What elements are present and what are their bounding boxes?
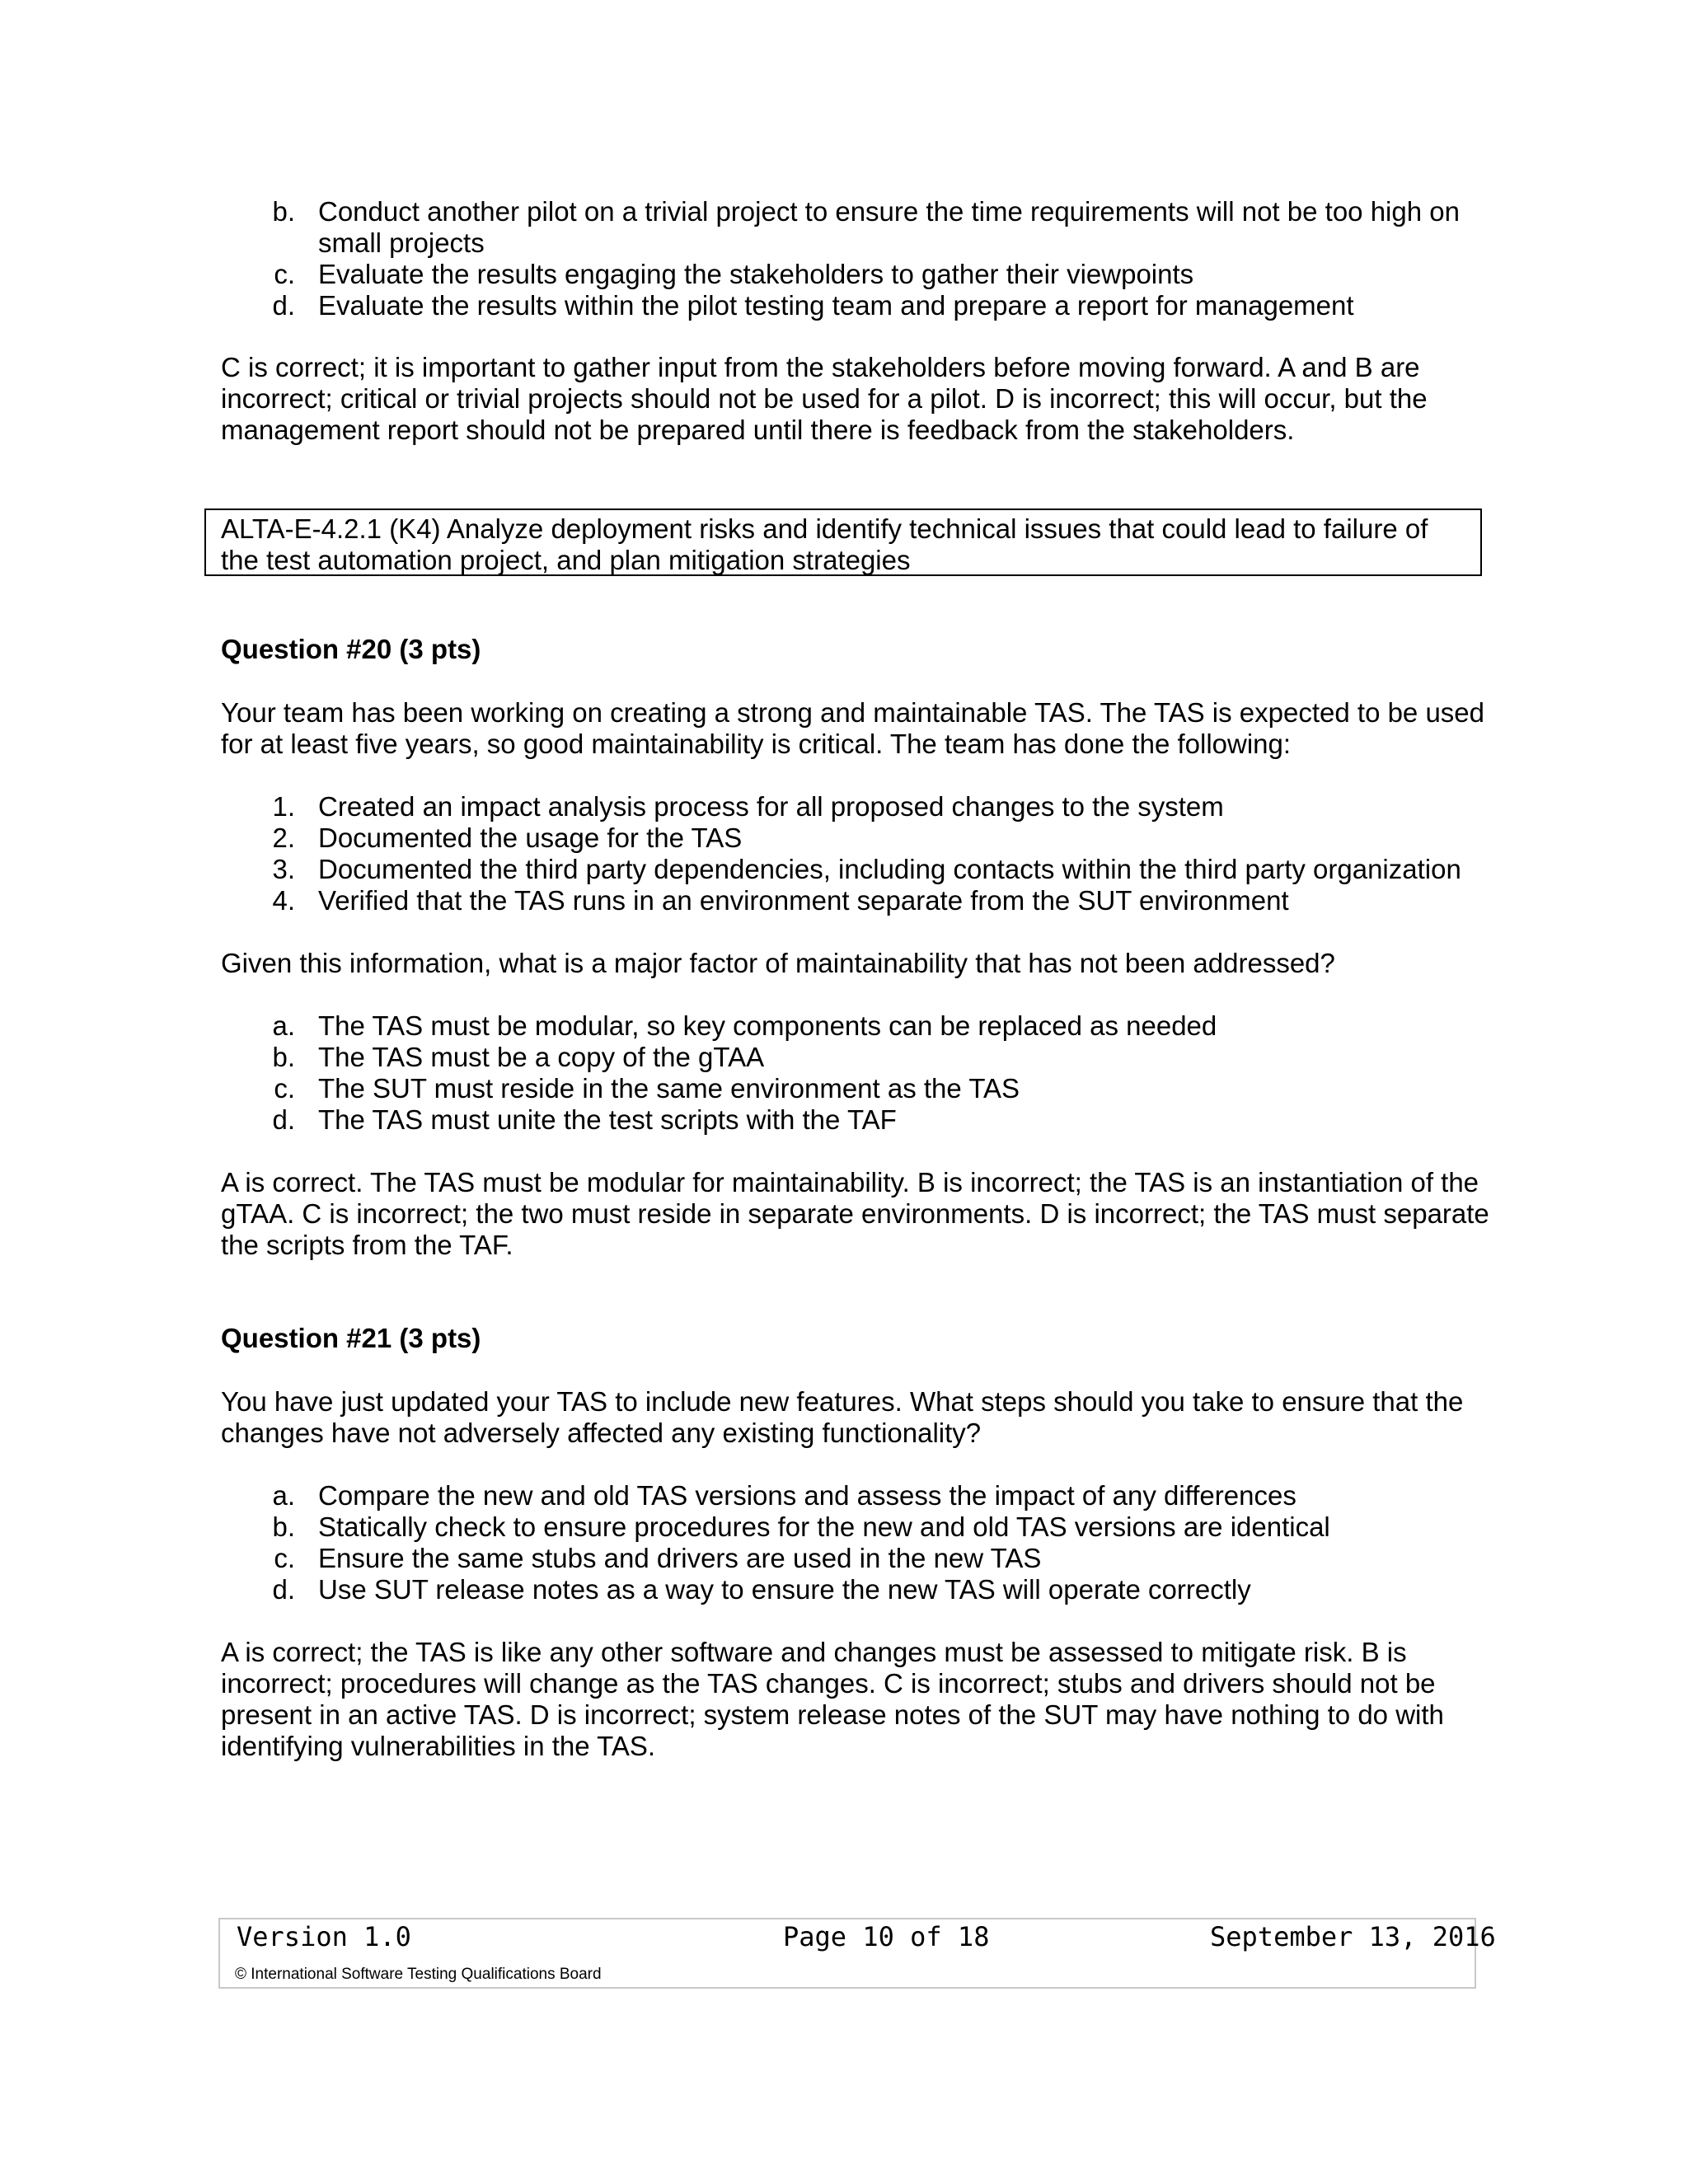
option-letter: b.: [272, 1511, 295, 1542]
question-20-steps: [221, 791, 1490, 916]
prev-question-answer: C is correct; it is important to gather input from the stakeholders before moving forward. A and B are incorrect; critical or trivial projects should not be used for a pilot. D is incorrect; this will occur, but the management report should not be prepared until there is feedback from the stakeholders.: [221, 352, 1428, 445]
learning-objective-text: ALTA-E-4.2.1 (K4) Analyze deployment risks and identify technical issues that could lead to failure of the test automation project, and plan mitigation strategies: [221, 513, 1428, 575]
option-b: [221, 1511, 1490, 1543]
step-number: 3.: [272, 854, 295, 884]
step-text: Created an impact analysis process for all proposed changes to the system: [318, 791, 1224, 822]
option-d: [221, 290, 1490, 321]
question-20-intro: Your team has been working on creating a strong and maintainable TAS. The TAS is expected to be used for at least five years, so good maintainability is critical. The team has done the following:: [221, 697, 1485, 759]
footer-copyright: © International Software Testing Qualifications Board: [235, 1966, 602, 1983]
option-d: [221, 1574, 1490, 1605]
option-letter: a.: [272, 1480, 295, 1511]
step-text: Documented the usage for the TAS: [318, 823, 743, 853]
option-letter: a.: [272, 1010, 295, 1041]
option-text: The SUT must reside in the same environment as the TAS: [318, 1073, 1020, 1104]
option-text: The TAS must unite the test scripts with the TAF: [318, 1104, 897, 1135]
option-text: Compare the new and old TAS versions and assess the impact of any differences: [318, 1480, 1296, 1511]
option-c: [221, 1543, 1490, 1574]
option-letter: d.: [272, 1574, 295, 1605]
question-21-answer: A is correct; the TAS is like any other software and changes must be assessed to mitigate risk. B is incorrect; procedures will change as the TAS changes. C is incorrect; stubs and drivers should not be present in an active TAS. D is incorrect; system release notes of the SUT may have nothing to do with identifying vulnerabilities in the TAS.: [221, 1637, 1444, 1761]
question-20-answer: A is correct. The TAS must be modular for maintainability. B is incorrect; the TAS is an instantiation of the gTAA. C is incorrect; the two must reside in separate environments. D is incorrect; the TAS must separate the scripts from the TAF.: [221, 1167, 1489, 1260]
question-20-options: [221, 1010, 1490, 1136]
question-21-heading: Question #21 (3 pts): [221, 1323, 481, 1353]
option-text: Evaluate the results engaging the stakeholders to gather their viewpoints: [318, 259, 1194, 289]
option-letter: c.: [274, 1073, 295, 1104]
option-letter: b.: [272, 1042, 295, 1072]
option-a: [221, 1010, 1490, 1042]
option-b: [221, 1042, 1490, 1073]
question-20-prompt: Given this information, what is a major factor of maintainability that has not been addressed?: [221, 948, 1335, 978]
option-letter: d.: [272, 1104, 295, 1135]
option-text: Conduct another pilot on a trivial project to ensure the time requirements will not be too high on small projects: [318, 196, 1460, 258]
step-text: Verified that the TAS runs in an environment separate from the SUT environment: [318, 885, 1289, 916]
option-text: The TAS must be modular, so key components can be replaced as needed: [318, 1010, 1217, 1041]
prev-question-options: [221, 196, 1490, 321]
step-number: 1.: [272, 791, 295, 822]
option-b: [221, 196, 1490, 259]
option-d: [221, 1104, 1490, 1136]
footer-page-number: Page 10 of 18: [783, 1921, 990, 1952]
option-c: [221, 1073, 1490, 1104]
step-item: [221, 885, 1490, 916]
learning-objective-box: [204, 509, 1482, 576]
step-number: 4.: [272, 885, 295, 916]
option-text: Use SUT release notes as a way to ensure the new TAS will operate correctly: [318, 1574, 1251, 1605]
step-text: Documented the third party dependencies, including contacts within the third party organization: [318, 854, 1461, 884]
question-21-intro: You have just updated your TAS to include new features. What steps should you take to ensure that the changes have not adversely affected any existing functionality?: [221, 1386, 1464, 1448]
step-item: [221, 854, 1490, 885]
option-text: Statically check to ensure procedures for the new and old TAS versions are identical: [318, 1511, 1330, 1542]
option-letter: c.: [274, 1543, 295, 1573]
option-c: [221, 259, 1490, 290]
option-letter: c.: [274, 259, 295, 289]
option-letter: d.: [272, 290, 295, 321]
footer-version: Version 1.0: [237, 1921, 411, 1952]
question-21-options: [221, 1480, 1490, 1605]
step-number: 2.: [272, 823, 295, 853]
question-20-heading: Question #20 (3 pts): [221, 634, 481, 664]
option-text: The TAS must be a copy of the gTAA: [318, 1042, 765, 1072]
option-letter: b.: [272, 196, 295, 227]
option-text: Ensure the same stubs and drivers are used in the new TAS: [318, 1543, 1042, 1573]
step-item: [221, 791, 1490, 823]
option-a: [221, 1480, 1490, 1511]
option-text: Evaluate the results within the pilot testing team and prepare a report for management: [318, 290, 1354, 321]
footer-date: September 13, 2016: [1210, 1921, 1496, 1952]
step-item: [221, 823, 1490, 854]
